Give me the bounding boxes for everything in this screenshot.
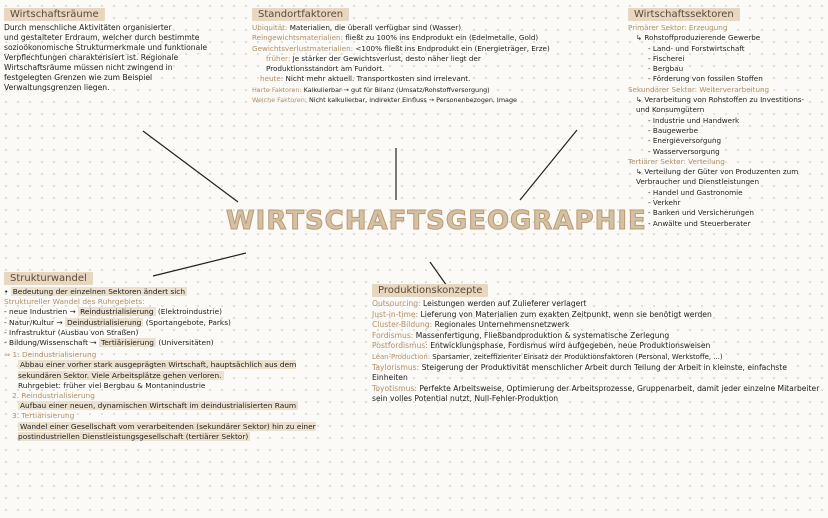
ruhr-item: - Bildung/Wissenschaft → Tertiärisierung (Universitäten) <box>4 338 214 348</box>
list-item: - Förderung von fossilen Stoffen <box>648 74 763 84</box>
strukturwandel-intro: • Bedeutung der einzelnen Sektoren ändert sich <box>4 287 186 296</box>
pk-item: Taylorismus: Steigerung der Produktivität menschlicher Arbeit durch Teilung der Arbeit in kleinste, einfachste Einheiten <box>372 362 787 383</box>
list-item: - Verkehr <box>648 198 681 208</box>
wirtschaftssektoren-header: Wirtschaftssektoren <box>628 8 740 21</box>
sf-item: Reingewichtsmaterialien: fließt zu 100% ins Endprodukt ein (Edelmetalle, Gold) <box>252 33 539 43</box>
connector-produktionskonzepte <box>430 262 447 286</box>
pk-item: Cluster-Bildung: Regionales Unternehmensnetzwerk <box>372 320 570 330</box>
tertiaer-sektor-label: Tertiärer Sektor: Verteilung <box>628 156 725 166</box>
list-item: - Handel und Gastronomie <box>648 187 743 197</box>
strukturwandel-block <box>4 272 364 442</box>
wr-line: Verwaltungsgrenzen liegen. <box>4 83 110 92</box>
pk-item: Outsourcing: Leistungen werden auf Zulieferer verlagert <box>372 299 587 308</box>
sf-item: Ubiquität: Materialien, die überall verfügbar sind (Wasser) <box>252 23 462 32</box>
sf-item: heute: Nicht mehr aktuell. Transportkosten sind irrelevant. <box>260 74 471 84</box>
list-item: - Land- und Forstwirtschaft <box>648 43 745 53</box>
list-item: - Industrie und Handwerk <box>648 115 740 125</box>
tertiaerisierung-label: 3. Tertiärisierung <box>12 411 75 421</box>
strukturwandel-header: Strukturwandel <box>4 272 93 285</box>
list-item: - Bergbau <box>648 64 684 74</box>
produktionskonzepte-block <box>372 284 822 405</box>
wr-line: Verpflechtungen charakterisiert ist. Regionale <box>4 53 179 62</box>
wirtschaftsraeume-block <box>4 8 219 93</box>
sf-item: früher: Je stärker der Gewichtsverlust, desto näher liegt der Produktionsstandort am Fundort. <box>266 53 481 74</box>
produktionskonzepte-header: Produktionskonzepte <box>372 284 488 297</box>
ruhr-label: Struktureller Wandel des Ruhrgebiets: <box>4 297 145 307</box>
deindustrialisierung-label: ⇒ 1. Deindustrialisierung <box>4 350 97 360</box>
deindustrialisierung-text: Abbau einer vorher stark ausgeprägten Wirtschaft, hauptsächlich aus dem sekundären Sektor. Viele Arbeitsplätze gehen verloren. <box>18 360 297 380</box>
wirtschaftsraeume-header: Wirtschaftsräume <box>4 8 105 21</box>
standortfaktoren-block <box>252 8 597 105</box>
sf-item: Gewichtsverlustmaterialien: <100% fließt ins Endprodukt ein (Energieträger, Erze) <box>252 43 550 53</box>
wr-line: sozioökonomische Strukturmerkmale und funktionale <box>4 43 208 52</box>
connector-wirtschaftssektoren <box>520 130 577 200</box>
pk-item: Just-in-time: Lieferung von Materialien zum exakten Zeitpunkt, wenn sie benötigt werden <box>372 309 712 319</box>
list-item: - Banken und Versicherungen <box>648 208 754 218</box>
sekundaer-intro: ↳ Verarbeitung von Rohstoffen zu Investitions- und Konsumgütern <box>636 95 805 115</box>
reindustrialisierung-label: 2. Reindustrialisierung <box>12 391 95 401</box>
list-item: - Anwälte und Steuerberater <box>648 218 751 228</box>
wirtschaftssektoren-block <box>628 8 826 229</box>
deindustrialisierung-ruhr: Ruhrgebiet: früher viel Bergbau & Montanindustrie <box>18 380 206 390</box>
primaer-intro: ↳ Rohstoffproduzierende Gewerbe <box>636 33 761 43</box>
tertiaer-intro: ↳ Verteilung der Güter von Produzenten zum Verbraucher und Dienstleistungen <box>636 167 799 187</box>
wr-line: und gestalteter Erdraum, welcher durch bestimmte <box>4 33 200 42</box>
wr-line: festgelegten Grenzen wie zum Beispiel <box>4 73 153 82</box>
list-item: - Fischerei <box>648 53 685 63</box>
sf-item: Harte Faktoren: Kalkulierbar → gut für Bilanz (Umsatz/Rohstoffversorgung) <box>252 85 490 94</box>
list-item: - Baugewerbe <box>648 125 699 135</box>
list-item: - Wasserversorgung <box>648 146 720 156</box>
pk-item: Fordismus: Massenfertigung, Fließbandproduktion & systematische Zerlegung <box>372 330 670 340</box>
sf-item: Weiche Faktoren: Nicht kalkulierbar, indirekter Einfluss → Personenbezogen, Image <box>252 96 517 105</box>
sekundaer-sektor-label: Sekundärer Sektor: Weiterverarbeitung <box>628 84 770 94</box>
primaer-sektor-label: Primärer Sektor: Erzeugung <box>628 23 728 32</box>
pk-item: Toyotismus: Perfekte Arbeitsweise, Optimierung der Arbeitsprozesse, Gruppenarbeit, damit jeder einzelne Mitarbeiter sein volles Potential nutzt, Null-Fehler-Produktion <box>372 383 820 404</box>
standortfaktoren-header: Standortfaktoren <box>252 8 349 21</box>
ruhr-item: - Infrastruktur (Ausbau von Straßen) <box>4 327 139 337</box>
connector-wirtschaftsraeume <box>143 131 238 202</box>
tertiaerisierung-text: Wandel einer Gesellschaft vom verarbeitenden (sekundärer Sektor) hin zu einer postindustriellen Dienstleistungsgesellschaft (tertiärer Sektor) <box>18 421 316 441</box>
list-item: - Energieversorgung <box>648 136 722 146</box>
wr-line: Wirtschaftsräume müssen nicht zwingend in <box>4 63 173 72</box>
reindustrialisierung-text: Aufbau einer neuen, dynamischen Wirtschaft im deindustrialisierten Raum <box>20 401 297 411</box>
main-title: WIRTSCHAFTSGEOGRAPHIE <box>226 206 647 236</box>
pk-item: Postfordismus: Entwicklungsphase, Fordismus wird aufgegeben, neue Produktionsweisen <box>372 341 711 351</box>
wr-line: Durch menschliche Aktivitäten organisierter <box>4 23 172 32</box>
ruhr-item: - neue Industrien → Reindustrialisierung (Elektroindustrie) <box>4 307 223 317</box>
pk-item: Lean-Production: Sparsamer, zeiteffizienter Einsatz der Produktionsfaktoren (Personal, Werkstoffe, ...) <box>372 352 723 361</box>
ruhr-item: - Natur/Kultur → Deindustrialisierung (Sportangebote, Parks) <box>4 317 231 327</box>
